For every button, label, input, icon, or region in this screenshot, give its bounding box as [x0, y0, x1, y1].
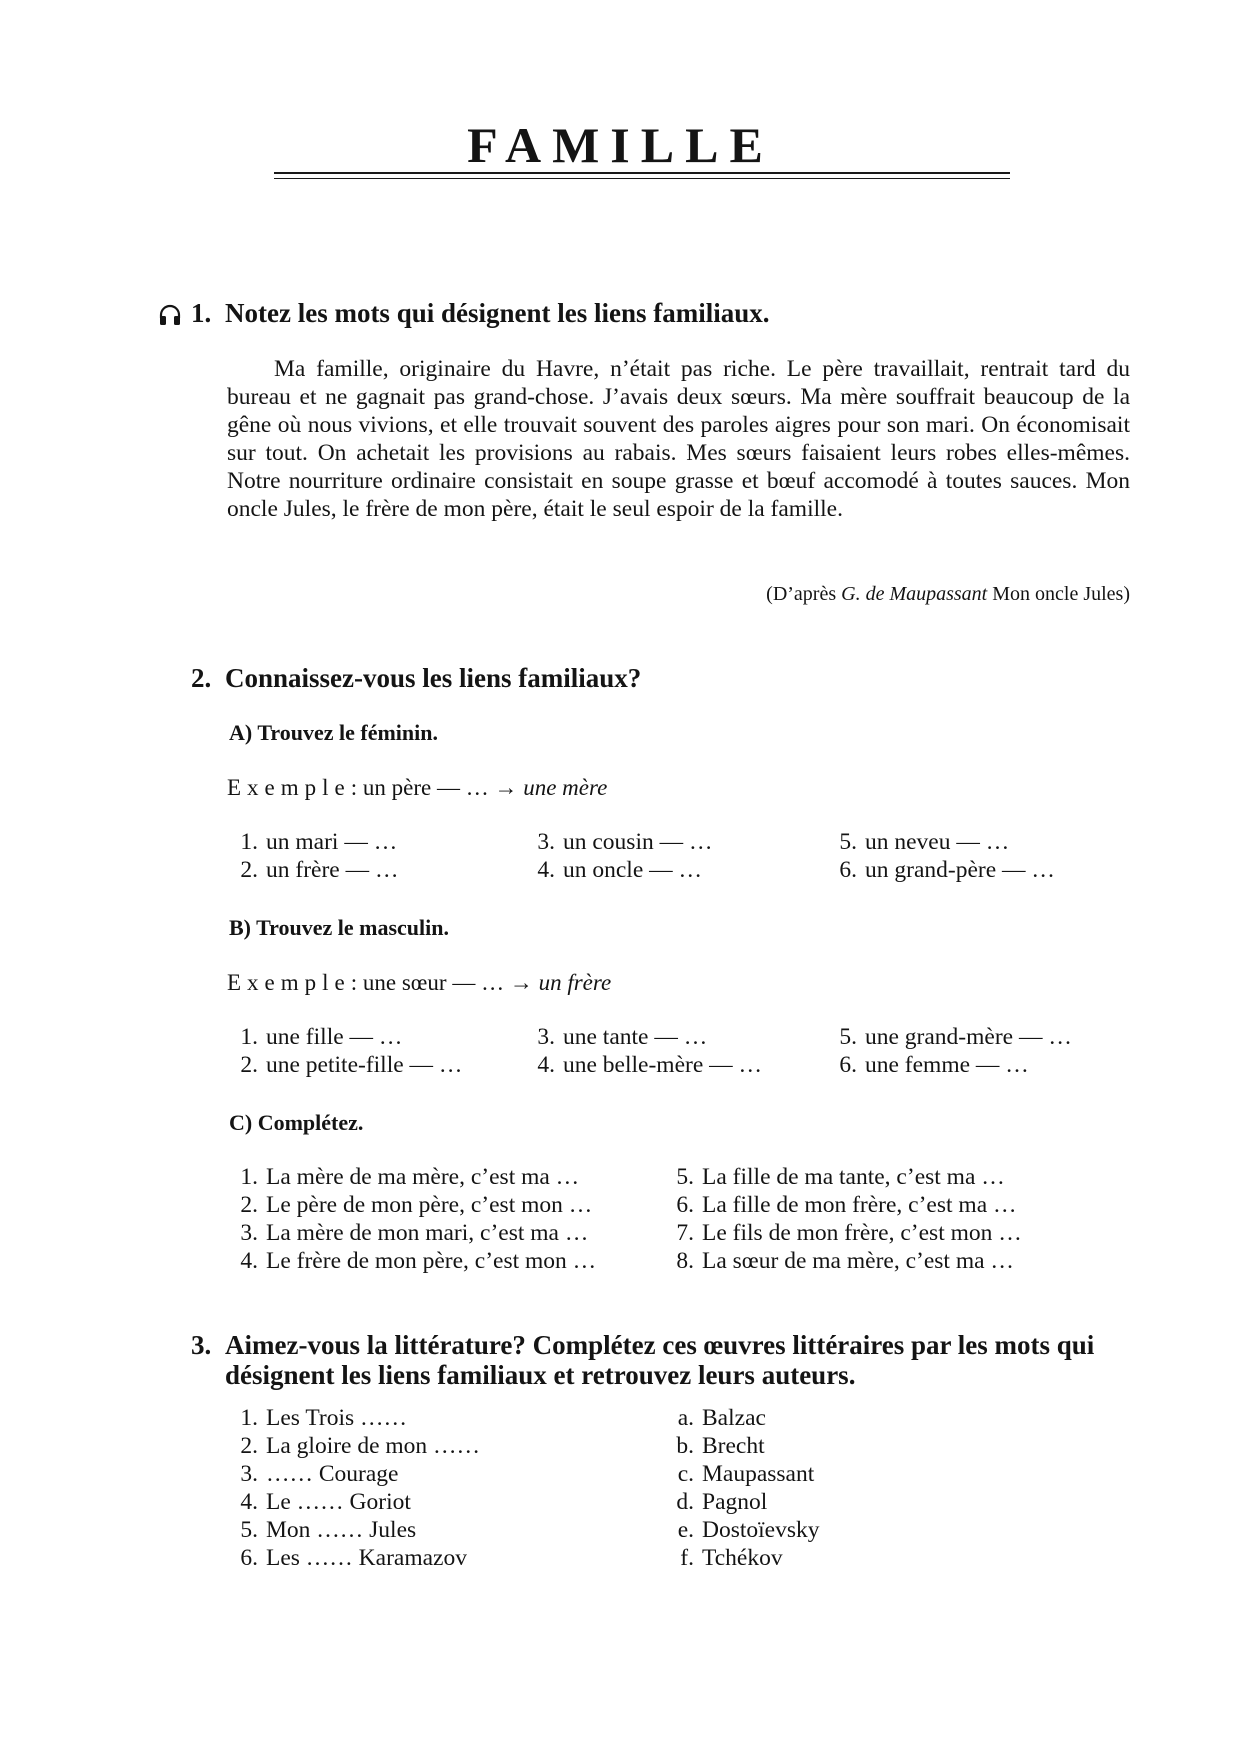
item-text: La mère de ma mère, c’est ma …	[266, 1164, 580, 1190]
list-item	[533, 828, 712, 856]
exercise-1-heading	[191, 298, 1051, 328]
item-text: …… Courage	[266, 1461, 399, 1487]
list-b-col3	[835, 1023, 1072, 1079]
item-number: 3.	[240, 1220, 258, 1246]
item-text: une fille — …	[266, 1024, 403, 1050]
item-number: 3.	[537, 829, 555, 855]
list-item	[236, 1163, 596, 1191]
item-number: f.	[680, 1545, 694, 1571]
list-item	[672, 1247, 1022, 1275]
list-item	[672, 1544, 820, 1572]
example-b	[227, 969, 611, 997]
list-item	[672, 1432, 820, 1460]
item-text: La fille de mon frère, c’est ma …	[702, 1192, 1017, 1218]
item-number: 8.	[676, 1248, 694, 1274]
item-text: La fille de ma tante, c’est ma …	[702, 1164, 1005, 1190]
list-b-col2	[533, 1023, 762, 1079]
list-a-col1	[236, 828, 398, 884]
item-number: 3.	[240, 1461, 258, 1487]
item-number: 1.	[240, 1164, 258, 1190]
item-text: un frère — …	[266, 857, 399, 883]
example-b-text: : une sœur — … →	[350, 970, 533, 995]
item-text: Le …… Goriot	[266, 1489, 411, 1515]
item-text: une tante — …	[563, 1024, 708, 1050]
item-text: Brecht	[702, 1433, 765, 1459]
item-text: La gloire de mon ……	[266, 1433, 481, 1459]
item-text: Le frère de mon père, c’est mon …	[266, 1248, 597, 1274]
item-number: 5.	[240, 1517, 258, 1543]
item-text: une belle-mère — …	[563, 1052, 763, 1078]
exercise-3-number: 3.	[191, 1330, 212, 1360]
item-text: Le fils de mon frère, c’est mon …	[702, 1220, 1022, 1246]
example-a-label: Exemple	[227, 775, 351, 800]
item-text: un cousin — …	[563, 829, 713, 855]
item-number: 4.	[537, 1052, 555, 1078]
example-a-text: : un père — … →	[350, 775, 518, 800]
citation-prefix: (D’après	[766, 583, 837, 605]
example-a	[227, 774, 607, 802]
list-item	[236, 1460, 480, 1488]
list-item	[835, 828, 1055, 856]
list-item	[672, 1219, 1022, 1247]
exercise-3-title: Aimez-vous la littérature? Complétez ces œuvres littéraires par les mots qui désignent les liens familiaux et retrouvez leurs auteurs.	[225, 1330, 1095, 1390]
exercise-3-heading	[191, 1330, 1151, 1390]
item-text: un neveu — …	[865, 829, 1010, 855]
list-item	[236, 1219, 596, 1247]
item-number: 4.	[537, 857, 555, 883]
list-item	[236, 856, 398, 884]
item-number: 6.	[676, 1192, 694, 1218]
item-number: d.	[676, 1489, 694, 1515]
list-item	[672, 1163, 1022, 1191]
item-number: 1.	[240, 1024, 258, 1050]
list-item	[835, 1023, 1072, 1051]
item-number: 2.	[240, 857, 258, 883]
subsection-b-title: B) Trouvez le masculin.	[229, 915, 449, 940]
item-text: un grand-père — …	[865, 857, 1055, 883]
citation-author: G. de Maupassant	[841, 583, 988, 605]
item-number: 2.	[240, 1433, 258, 1459]
item-text: Dostoïevsky	[702, 1517, 820, 1543]
item-text: une grand-mère — …	[865, 1024, 1072, 1050]
exercise-1-text: Ma famille, originaire du Havre, n’était pas riche. Le père travaillait, rentrait tard du bureau et ne gagnait pas grand-chose. J’avais deux sœurs. Ma mère souffrait beaucoup de la gêne où nous vivions, et elle trouvait souvent des paroles aigres pour son mari. On économisait sur tout. On achetait les provisions au rabais. Mes sœurs faisaient leurs robes elles-mêmes. Notre nourriture ordinaire consistait en soupe grasse et bœuf accomodé à toutes sauces. Mon oncle Jules, le frère de mon père, était le seul espoir de la famille.	[227, 356, 1130, 522]
list-item	[236, 828, 398, 856]
example-a-answer: une mère	[523, 775, 608, 800]
item-number: 6.	[839, 1052, 857, 1078]
list-item	[672, 1191, 1022, 1219]
citation-work: Mon oncle Jules)	[992, 583, 1130, 605]
list-item	[236, 1051, 462, 1079]
item-number: a.	[677, 1405, 694, 1431]
item-number: 1.	[240, 1405, 258, 1431]
subsection-a-title: A) Trouvez le féminin.	[229, 720, 438, 745]
item-number: b.	[676, 1433, 694, 1459]
list-item	[672, 1460, 820, 1488]
list-b-col1	[236, 1023, 462, 1079]
subsection-c-title: C) Complétez.	[229, 1110, 364, 1135]
headphones-icon	[158, 303, 182, 327]
item-text: La sœur de ma mère, c’est ma …	[702, 1248, 1014, 1274]
list-item	[236, 1544, 480, 1572]
authors-list	[672, 1404, 820, 1572]
item-number: 5.	[839, 1024, 857, 1050]
item-number: c.	[677, 1461, 694, 1487]
item-number: 1.	[240, 829, 258, 855]
item-text: une femme — …	[865, 1052, 1029, 1078]
example-b-label: Exemple	[227, 970, 351, 995]
exercise-2-number: 2.	[191, 663, 212, 693]
item-text: un oncle — …	[563, 857, 703, 883]
list-a-col3	[835, 828, 1055, 884]
item-text: Les Trois ……	[266, 1405, 408, 1431]
list-item	[835, 1051, 1072, 1079]
list-item	[835, 856, 1055, 884]
list-item	[672, 1488, 820, 1516]
item-number: 5.	[676, 1164, 694, 1190]
page-title: FAMILLE	[467, 117, 774, 173]
exercise-2-title: Connaissez-vous les liens familiaux?	[225, 663, 642, 693]
exercise-1-number: 1.	[191, 298, 212, 328]
title-rule-thick	[274, 172, 1010, 174]
list-item	[236, 1516, 480, 1544]
item-number: 3.	[537, 1024, 555, 1050]
list-item	[533, 1023, 762, 1051]
list-item	[236, 1404, 480, 1432]
list-item	[533, 1051, 762, 1079]
item-text: Pagnol	[702, 1489, 768, 1515]
item-number: 7.	[676, 1220, 694, 1246]
example-b-answer: un frère	[538, 970, 612, 995]
exercise-1-title: Notez les mots qui désignent les liens familiaux.	[225, 298, 770, 328]
exercise-2-heading	[191, 663, 1091, 693]
item-number: 6.	[240, 1545, 258, 1571]
list-c-col2	[672, 1163, 1022, 1275]
citation	[766, 581, 1130, 607]
list-c-col1	[236, 1163, 596, 1275]
item-number: 4.	[240, 1489, 258, 1515]
item-number: 5.	[839, 829, 857, 855]
title-rule-thin	[274, 178, 1010, 179]
item-text: La mère de mon mari, c’est ma …	[266, 1220, 589, 1246]
list-item	[236, 1191, 596, 1219]
item-number: 2.	[240, 1192, 258, 1218]
item-text: Les …… Karamazov	[266, 1545, 467, 1571]
item-text: Mon …… Jules	[266, 1517, 417, 1543]
item-text: Le père de mon père, c’est mon …	[266, 1192, 593, 1218]
item-text: Balzac	[702, 1405, 766, 1431]
item-text: Tchékov	[702, 1545, 783, 1571]
item-number: 4.	[240, 1248, 258, 1274]
item-number: 6.	[839, 857, 857, 883]
list-item	[672, 1516, 820, 1544]
item-number: 2.	[240, 1052, 258, 1078]
list-item	[236, 1247, 596, 1275]
works-list	[236, 1404, 480, 1572]
list-item	[236, 1432, 480, 1460]
list-a-col2	[533, 828, 712, 884]
item-text: une petite-fille — …	[266, 1052, 463, 1078]
list-item	[236, 1488, 480, 1516]
item-text: Maupassant	[702, 1461, 815, 1487]
item-text: un mari — …	[266, 829, 398, 855]
list-item	[236, 1023, 462, 1051]
list-item	[672, 1404, 820, 1432]
list-item	[533, 856, 712, 884]
item-number: e.	[677, 1517, 694, 1543]
